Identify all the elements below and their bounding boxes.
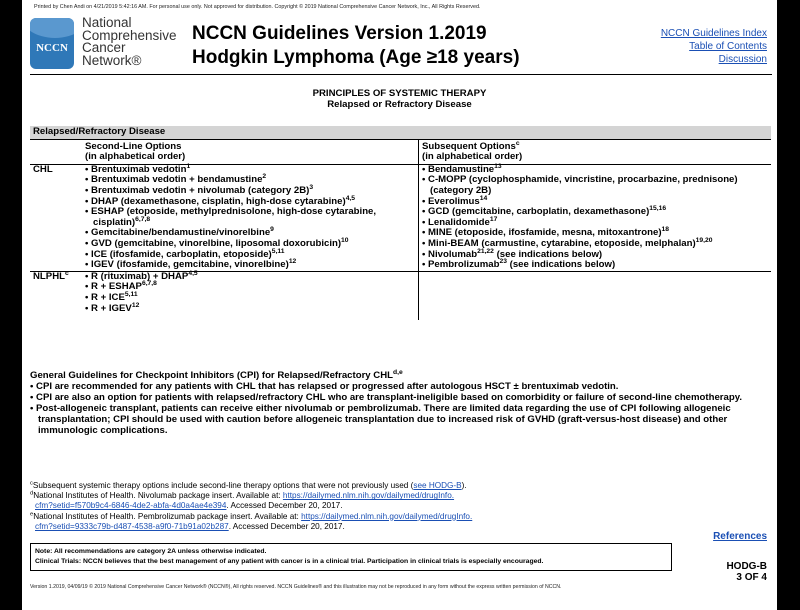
title-line-1: NCCN Guidelines Version 1.2019 (192, 23, 487, 44)
second-line-list (85, 162, 415, 271)
row-label-text: CHL (33, 163, 53, 175)
cpi-bullet: • CPI are recommended for any patients with CHL that has relapsed or progressed after autologous HSCT ± brentuximab vedotin. (30, 381, 772, 392)
reference-sup: 4,5 (345, 194, 356, 202)
table-row-nlphl (30, 271, 771, 320)
footnote-end: . Accessed December 20, 2017. (226, 501, 343, 511)
guidelines-index-link[interactable]: NCCN Guidelines Index (660, 28, 767, 39)
org-line: Network® (82, 52, 142, 68)
note-box (30, 543, 672, 571)
nav-links (661, 27, 767, 66)
subsequent-list (422, 162, 768, 271)
therapy-name: DHAP (dexamethasone, cisplatin, high-dose cytarabine) (91, 195, 346, 207)
subsequent-cell (419, 271, 772, 320)
therapy-name: R + ESHAP (91, 281, 142, 293)
second-line-title: Second-Line Options (85, 140, 182, 152)
therapy-name: Pembrolizumab (428, 259, 500, 271)
note-line-1: Note: All recommendations are category 2A unless otherwise indicated. (35, 548, 267, 555)
row-label-text: NLPHL (33, 270, 65, 282)
reference-sup: 9 (270, 226, 274, 234)
cpi-bullet: • CPI are also an option for patients with relapsed/refractory CHL who are transplant-ineligible based on comorbidity or failure of second-line chemotherapy. (30, 392, 772, 403)
therapy-name: ESHAP (etoposide, methylprednisolone, high-dose cytarabine, cisplatin) (91, 206, 377, 228)
row-label (30, 164, 82, 271)
cpi-title (30, 370, 772, 381)
discussion-link[interactable]: Discussion (718, 54, 767, 65)
footnote-e-cont (30, 522, 772, 532)
therapy-name: Everolimus (428, 195, 480, 207)
therapy-name: C-MOPP (cyclophosphamide, vincristine, procarbazine, prednisone) (category 2B) (428, 174, 738, 196)
cpi-bullets (30, 381, 772, 436)
document-sheet (22, 0, 777, 610)
version-line: Version 1.2019, 04/09/19 © 2019 National Comprehensive Cancer Network® (NCCN®), All rights reserved. NCCN Guidelines® and this illustration may not be reproduced in any form without the express written permission of NCCN. (30, 584, 562, 590)
therapy-name: GVD (gemcitabine, vinorelbine, liposomal doxorubicin) (91, 237, 342, 249)
subsequent-cell (419, 164, 772, 271)
reference-sup: 2 (262, 173, 267, 181)
table-header-row (30, 126, 771, 139)
footnote-mark: d (30, 490, 34, 497)
footnote-mark: c (30, 480, 33, 487)
therapy-name: R + ICE (91, 291, 125, 303)
row-label (30, 271, 82, 320)
therapy-name: R + IGEV (91, 302, 132, 314)
pembrolizumab-insert-link-cont[interactable]: cfm?setid=9333c79b-d487-4538-a9f0-71b91a02b287 (35, 521, 229, 531)
reference-sup: 4,5 (188, 269, 198, 277)
therapy-name: Brentuximab vedotin + nivolumab (category 2B) (91, 184, 310, 196)
table-of-contents-link[interactable]: Table of Contents (689, 41, 767, 52)
therapy-name: Brentuximab vedotin (91, 163, 187, 175)
footnote-end: . Accessed December 20, 2017. (228, 521, 345, 531)
therapy-item (85, 301, 415, 315)
footnote-end: ). (461, 481, 467, 490)
second-line-cell (82, 271, 419, 320)
therapy-name: Brentuximab vedotin + bendamustine (91, 174, 263, 186)
reference-sup: 6,7,8 (141, 280, 157, 288)
title-line-2: Hodgkin Lymphoma (Age ≥18 years) (192, 47, 520, 68)
cpi-title-sup: d,e (393, 368, 403, 376)
section-subtitle: Relapsed or Refractory Disease (327, 99, 472, 110)
therapy-table (30, 126, 771, 320)
reference-sup: 10 (341, 236, 349, 244)
references-link[interactable]: References (713, 531, 767, 542)
org-line: Comprehensive (82, 27, 177, 43)
org-line: National (82, 15, 132, 30)
reference-sup: 6,7,8 (135, 215, 151, 223)
subsequent-title-sup: c (515, 139, 520, 147)
reference-sup: 5,11 (271, 247, 285, 255)
second-line-cell (82, 164, 419, 271)
therapy-name: Lenalidomide (428, 216, 490, 228)
column-header-row (30, 139, 771, 164)
reference-sup: 1 (186, 162, 191, 170)
second-line-list (85, 269, 415, 314)
reference-sup: 5,11 (124, 290, 138, 298)
subsequent-title-text: Subsequent Options (422, 140, 516, 152)
logo-sweep (30, 18, 74, 38)
page-code (726, 561, 767, 583)
reference-sup: 19,20 (695, 236, 713, 244)
footnote-mark: e (30, 510, 34, 517)
therapy-item (422, 175, 768, 196)
cpi-title-text: General Guidelines for Checkpoint Inhibitors (CPI) for Relapsed/Refractory CHL (30, 370, 394, 381)
header-divider (30, 74, 772, 75)
footnotes (30, 481, 772, 532)
therapy-item (85, 207, 415, 228)
footnote-d-cont (30, 501, 772, 511)
therapy-item (422, 257, 768, 271)
note-line-2: Clinical Trials: NCCN believes that the best management of any patient with cancer is in a clinical trial. Participation in clinical trials is especially encouraged. (35, 558, 544, 565)
footnote-c (30, 481, 772, 491)
footnote-d (30, 491, 772, 501)
therapy-name: Gemcitabine/bendamustine/vinorelbine (91, 227, 271, 239)
pembrolizumab-insert-link[interactable]: https://dailymed.nlm.nih.gov/dailymed/drugInfo. (301, 511, 473, 521)
reference-sup: 18 (661, 226, 669, 234)
logo-mark: NCCN (36, 42, 68, 54)
reference-sup: 12 (131, 301, 140, 309)
empty-header-cell (30, 139, 82, 164)
page-code-id: HODG-B (726, 561, 767, 572)
org-line: Cancer (82, 40, 126, 56)
reference-sup: 15,16 (649, 204, 667, 212)
therapy-item (85, 257, 415, 271)
cpi-guidelines (30, 370, 772, 436)
footnote-text: National Institutes of Health. Nivolumab package insert. Available at: (33, 491, 283, 501)
table-row-chl (30, 164, 771, 271)
therapy-name: R (rituximab) + DHAP (91, 270, 189, 282)
second-line-subtitle: (in alphabetical order) (85, 151, 186, 163)
reference-sup: 14 (479, 194, 488, 202)
reference-sup: 13 (494, 162, 502, 170)
therapy-name: ICE (ifosfamide, carboplatin, etoposide) (91, 248, 272, 260)
reference-sup: 23 (499, 257, 507, 265)
nivolumab-insert-link[interactable]: https://dailymed.nlm.nih.gov/dailymed/drugInfo. (282, 491, 455, 501)
subsequent-subtitle: (in alphabetical order) (422, 151, 523, 163)
page-title (192, 22, 520, 70)
footnote-text: National Institutes of Health. Pembrolizumab package insert. Available at: (33, 511, 302, 521)
table-header: Relapsed/Refractory Disease (30, 126, 771, 139)
therapy-note: (see indications below) (493, 248, 603, 260)
see-hodg-b-link[interactable]: see HODG-B (413, 481, 462, 490)
therapy-name: IGEV (ifosfamide, gemcitabine, vinorelbine) (91, 259, 289, 271)
org-name (82, 17, 177, 67)
section-heading (22, 88, 777, 110)
nccn-logo[interactable] (30, 18, 74, 69)
therapy-name: Bendamustine (428, 163, 495, 175)
reference-sup: 3 (309, 183, 314, 191)
second-line-header (82, 139, 419, 164)
therapy-name: Nivolumab (428, 248, 478, 260)
row-label-sup: c (64, 269, 69, 277)
cpi-bullet: • Post-allogeneic transplant, patients can receive either nivolumab or pembrolizumab. There are limited data regarding the use of CPI following allogeneic transplantation; CPI should be used with caution before allogeneic transplantation due to increased risk of GVHD (graft-versus-host disease) and other immunologic complications. (30, 403, 772, 436)
print-notice: Printed by Chen Andi on 4/21/2019 5:42:16 AM. For personal use only. Not approved for distribution. Copyright © 2019 National Comprehensive Cancer Network, Inc., All Rights Reserved. (34, 4, 481, 10)
reference-sup: 21,22 (477, 247, 494, 255)
therapy-note: (see indications below) (506, 259, 616, 271)
therapy-name: Mini-BEAM (carmustine, cytarabine, etoposide, melphalan) (428, 237, 696, 249)
therapy-name: GCD (gemcitabine, carboplatin, dexamethasone) (428, 206, 650, 218)
nivolumab-insert-link-cont[interactable]: cfm?setid=f570b9c4-6846-4de2-abfa-4d0a4ae4e394 (35, 501, 227, 511)
therapy-name: MINE (etoposide, ifosfamide, mesna, mitoxantrone) (428, 227, 662, 239)
page-number: 3 OF 4 (736, 572, 767, 583)
section-title: PRINCIPLES OF SYSTEMIC THERAPY (312, 88, 487, 99)
footnote-e (30, 512, 772, 522)
reference-sup: 12 (288, 257, 297, 265)
reference-sup: 17 (489, 215, 498, 223)
footnote-text: Subsequent systemic therapy options include second-line therapy options that were not previously used ( (32, 481, 414, 490)
subsequent-header (419, 139, 772, 164)
